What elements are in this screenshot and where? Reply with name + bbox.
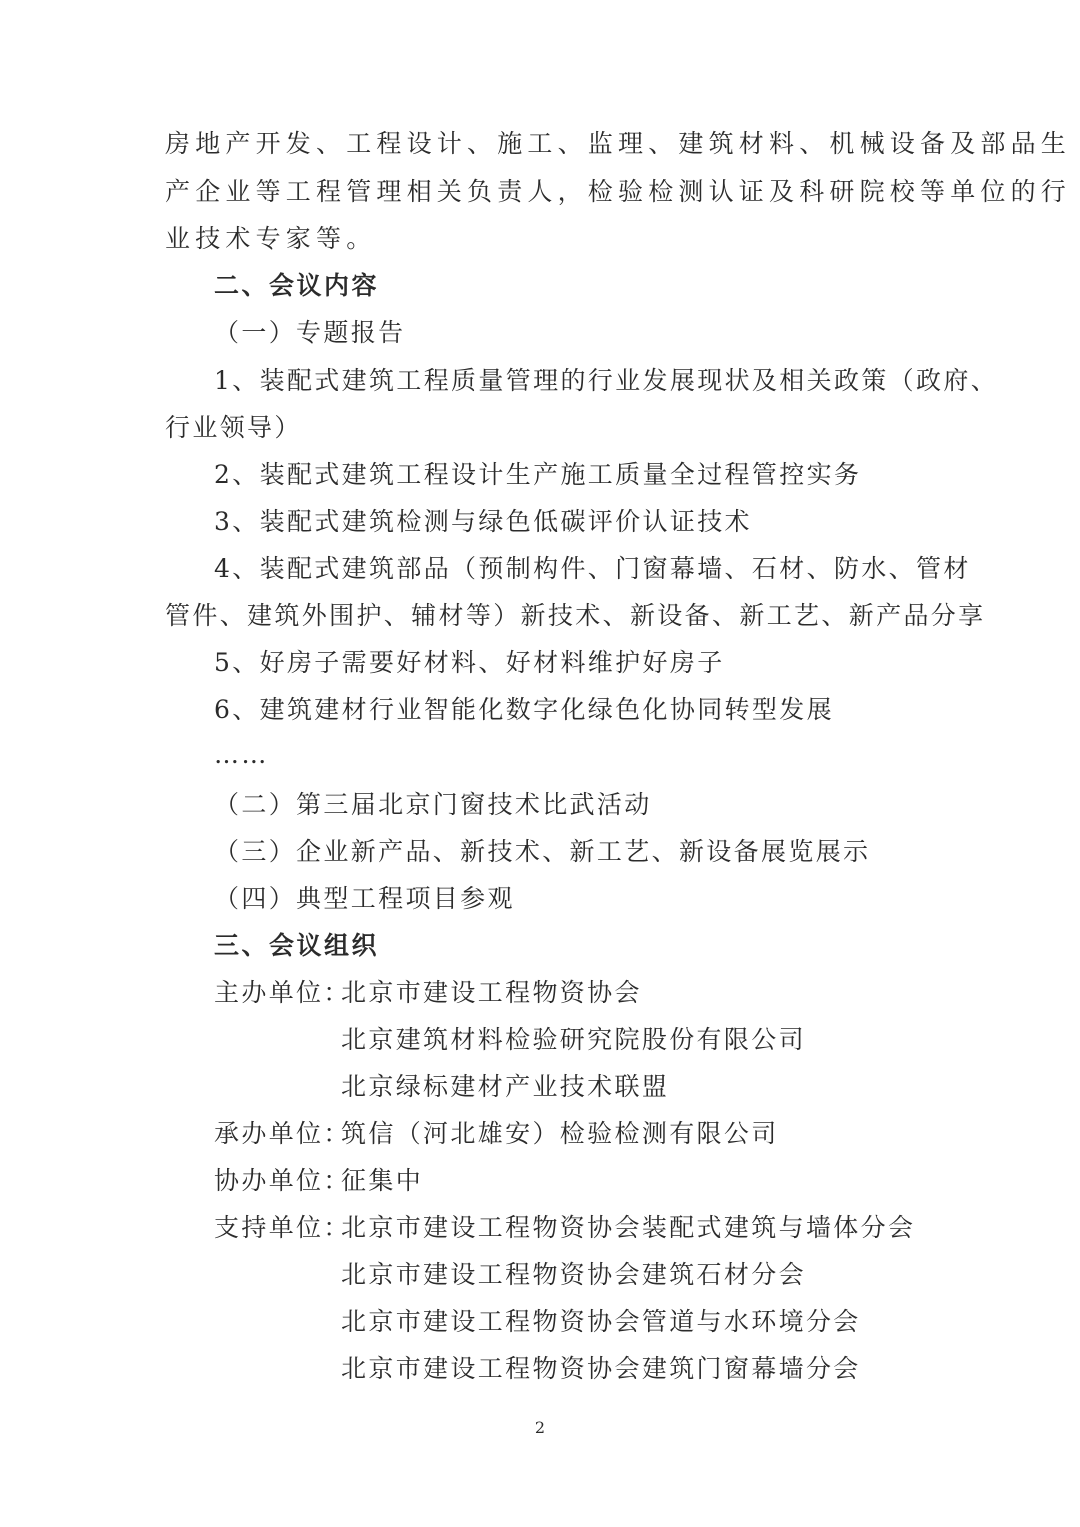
- subsection-3-heading: （三）企业新产品、新技术、新工艺、新设备展览展示: [214, 837, 871, 866]
- topic-ellipsis: ……: [214, 740, 269, 769]
- intro-line-3: 业技术专家等。: [165, 224, 377, 253]
- intro-line-2: 产企业等工程管理相关负责人，检验检测认证及科研院校等单位的行: [165, 177, 1072, 206]
- host-org-1: 北京市建设工程物资协会: [341, 978, 642, 1007]
- subsection-2-heading: （二）第三届北京门窗技术比武活动: [214, 790, 652, 819]
- topic-item-4: 4、装配式建筑部品（预制构件、门窗幕墙、石材、防水、管材: [214, 554, 971, 583]
- host-org-3: 北京绿标建材产业技术联盟: [341, 1072, 670, 1101]
- supporter-org-2: 北京市建设工程物资协会建筑石材分会: [341, 1260, 806, 1289]
- subsection-4-heading: （四）典型工程项目参观: [214, 884, 515, 913]
- topic-item-6: 6、建筑建材行业智能化数字化绿色化协同转型发展: [214, 695, 834, 724]
- coorganizer-label: 协办单位：: [214, 1166, 351, 1195]
- page-number: 2: [534, 1418, 546, 1437]
- supporter-org-3: 北京市建设工程物资协会管道与水环境分会: [341, 1307, 861, 1336]
- subsection-1-heading: （一）专题报告: [214, 318, 406, 347]
- topic-item-1-continued: 行业领导）: [165, 413, 302, 442]
- topic-item-1: 1、装配式建筑工程质量管理的行业发展现状及相关政策（政府、: [214, 366, 999, 395]
- coorganizer-org: 征集中: [341, 1166, 424, 1195]
- section-3-heading: 三、会议组织: [214, 931, 380, 960]
- section-2-heading: 二、会议内容: [214, 271, 380, 300]
- topic-item-4-continued: 管件、建筑外围护、辅材等）新技术、新设备、新工艺、新产品分享: [165, 601, 986, 630]
- intro-line-1: 房地产开发、工程设计、施工、监理、建筑材料、机械设备及部品生: [165, 129, 1072, 158]
- topic-item-5: 5、好房子需要好材料、好材料维护好房子: [214, 648, 725, 677]
- supporter-org-1: 北京市建设工程物资协会装配式建筑与墙体分会: [341, 1213, 916, 1242]
- organizer-org: 筑信（河北雄安）检验检测有限公司: [341, 1119, 779, 1148]
- host-org-2: 北京建筑材料检验研究院股份有限公司: [341, 1025, 806, 1054]
- host-label: 主办单位：: [214, 978, 351, 1007]
- topic-item-3: 3、装配式建筑检测与绿色低碳评价认证技术: [214, 507, 752, 536]
- topic-item-2: 2、装配式建筑工程设计生产施工质量全过程管控实务: [214, 460, 862, 489]
- supporter-org-4: 北京市建设工程物资协会建筑门窗幕墙分会: [341, 1354, 861, 1383]
- supporter-label: 支持单位：: [214, 1213, 351, 1242]
- organizer-label: 承办单位：: [214, 1119, 351, 1148]
